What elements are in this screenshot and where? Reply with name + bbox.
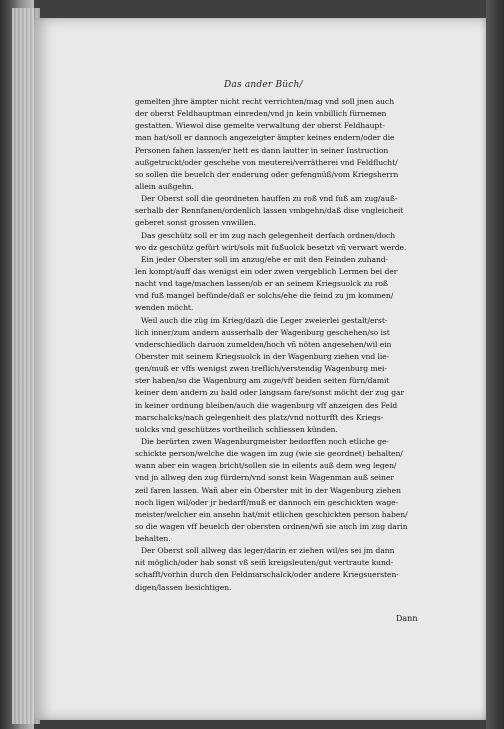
text-line: schickte person/welche die wagen im zug (wie sie geordnet) behalten/	[135, 449, 403, 459]
text-line: serhalb der Rennfanen/ordenlich lassen vmbgehn/daß dise vngleicheit	[135, 206, 404, 216]
text-line: wo dz geschütz gefürt wirt/sols mit fußuolck besetzt vñ verwart werde.	[135, 242, 407, 252]
text-line: vnd jn allweg den zug fürdern/vnd sonst kein Wagenman auß seiner	[135, 473, 394, 483]
text-line: lich inner/zum andern ausserhalb der Wagenburg geschehen/so ist	[135, 327, 390, 337]
text-line: Personen fahen lassen/er hett es dann lautter in seiner Instruction	[135, 145, 389, 155]
text-line: vnd fuß mangel befünde/daß er solchs/ehe die feind zu jm kommen/	[135, 291, 394, 301]
text-line: geberet sonst grossen vnwillen.	[135, 218, 256, 228]
text-line: behalten.	[135, 534, 171, 544]
text-line: so die wagen vff beuelch der obersten ordnen/wñ sie auch im zug darin	[135, 521, 408, 531]
text-line: gen/muß er vffs wenigst zwen treflich/verstendig Wagenburg mei-	[135, 364, 387, 374]
text-line: vnderschiedlich daruon zumelden/hoch vñ nöten angesehen/wil ein	[135, 339, 392, 349]
text-line: noch ligen wil/oder jr bedarff/muß er dannoch ein geschickten wage-	[135, 497, 399, 507]
text-line: nacht vnd tage/machen lassen/ob er an seinem Kriegsuolck zu roß	[135, 279, 388, 289]
text-line: in keiner ordnung bleiben/auch die wagenburg vff anzeigen des Feld	[135, 400, 398, 410]
text-line: so sollen die beuelch der enderung oder gefengnüß/vom Kriegsherrn	[135, 169, 399, 179]
text-line: meister/welcher ein ansehn hat/mit etlichen geschickten person haben/	[135, 509, 408, 519]
catchword: Dann	[396, 614, 418, 623]
text-line: wann aber ein wagen bricht/sollen sie in eilents auß dem weg legen/	[135, 461, 397, 471]
text-line: marschalcks/nach gelegenheit des platz/vnd notturfft des Kriegs-	[135, 412, 384, 422]
text-line: gestatten. Wiewol dise gemelte verwaltung der oberst Feldhaupt-	[135, 121, 385, 131]
text-line: Oberster mit seinem Kriegsuolck in der Wagenburg ziehen vnd lie-	[135, 351, 390, 361]
text-line: außgetruckt/oder geschehe von meuterei/verrätherei vnd Feldflucht/	[135, 157, 398, 167]
text-line: Der Oberst soll die geordneten hauffen zu roß vnd fuß am zug/auß-	[141, 194, 398, 204]
text-line: uolcks vnd geschützes vortheilich schliessen künden.	[135, 424, 338, 434]
text-line: der oberst Feldhauptman einreden/vnd jn kein vnbillich fürnemen	[135, 109, 387, 119]
text-line: Weil auch die züg im Krieg/dazü die Leger zweierlei gestalt/erst-	[141, 315, 388, 325]
text-line: man hat/soll er dannoch angezeigter ämpter keines endern/oder die	[135, 133, 395, 143]
text-line: Der Oberst soll allweg das leger/darin er ziehen wil/es sei jm dann	[141, 546, 395, 556]
text-line: wenden möcht.	[135, 303, 194, 313]
text-line: Ein jeder Oberster soll im anzug/ehe er mit den Feinden zuhand-	[141, 254, 389, 264]
text-line: ster haben/so die Wagenburg am zuge/vff beiden seiten fürn/damit	[135, 376, 390, 386]
text-line: keiner dem andern zu bald oder langsam fare/sonst möcht der zug gar	[135, 388, 405, 398]
body-text	[135, 96, 434, 594]
text-line: allein außgehn.	[135, 181, 194, 191]
text-line: zeil faren lassen. Wañ aber ein Oberster mit in der Wagenburg ziehen	[135, 485, 401, 495]
text-line: digen/lassen besichtigen.	[135, 582, 232, 592]
text-line: schafft/vorhin durch den Feldmarschalck/oder andere Kriegsuersten-	[135, 570, 399, 580]
text-line: gemelten jhre ämpter nicht recht verrichten/mag vnd soll jnen auch	[135, 97, 395, 106]
running-head: Das ander Büch/	[224, 80, 303, 90]
text-line: Das geschütz soll er im zug nach gelegenheit derfach ordnen/doch	[141, 230, 396, 240]
scan-edge	[486, 0, 504, 729]
text-line: nit möglich/oder hab sonst vß seiñ kreigsleuten/gut vertraute kund-	[135, 558, 394, 568]
text-line: Die berürten zwen Wagenburgmeister bedorffen noch etliche ge-	[141, 436, 390, 446]
text-line: len kompt/auff das wenigst ein oder zwen vergeblich Lermen bei der	[135, 266, 398, 276]
